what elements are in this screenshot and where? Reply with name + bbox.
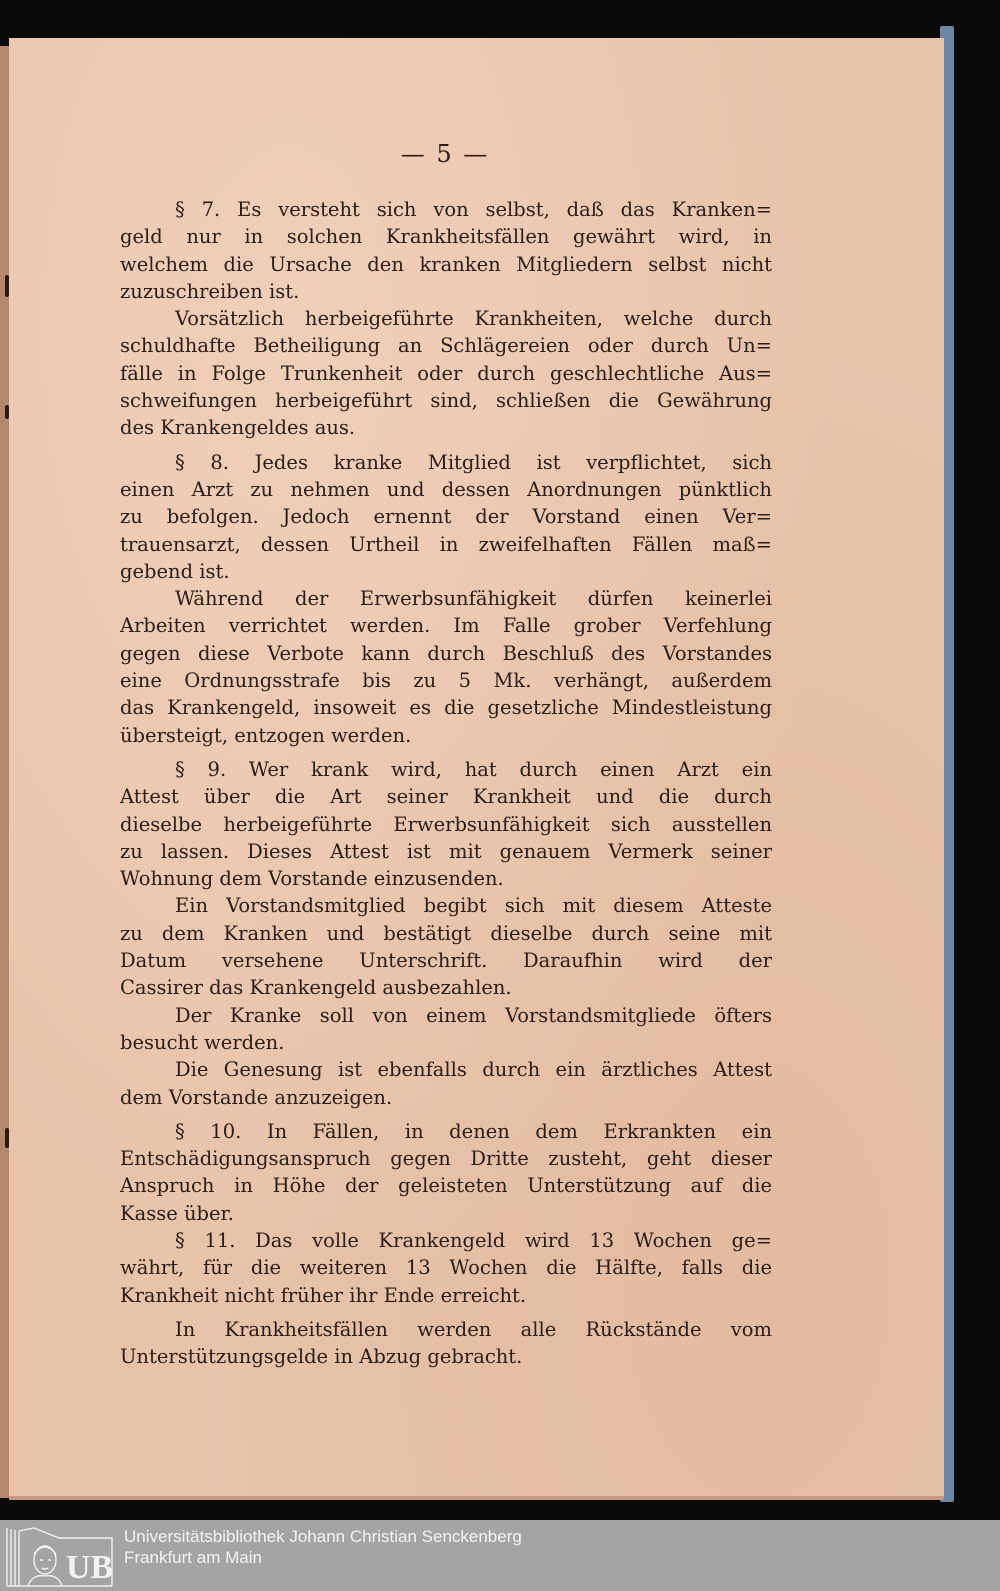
- text-line: einen Arzt zu nehmen und dessen Anordnungen pünktlich: [120, 477, 772, 501]
- text-line: des Krankengeldes aus.: [120, 416, 356, 440]
- text-line: Kasse über.: [120, 1201, 234, 1225]
- text-line: Anspruch in Höhe der geleisteten Unterstützung auf die: [120, 1174, 772, 1198]
- text-line: Während der Erwerbsunfähigkeit dürfen keinerlei: [175, 587, 772, 611]
- text-line: Vorsätzlich herbeigeführte Krankheiten, welche durch: [175, 307, 772, 331]
- institution-line-2: Frankfurt am Main: [124, 1548, 262, 1567]
- text-line: § 7. Es versteht sich von selbst, daß das Kranken=: [175, 198, 772, 221]
- binding-hole: [5, 405, 9, 419]
- text-line: Der Kranke soll von einem Vorstandsmitgliede öfters: [175, 1003, 772, 1027]
- paragraph-gap: [120, 442, 772, 449]
- text-line: § 11. Das volle Krankengeld wird 13 Wochen ge=: [175, 1228, 772, 1252]
- text-line: Wohnung dem Vorstande einzusenden.: [120, 867, 504, 891]
- text-line: zuzuschreiben ist.: [120, 279, 300, 303]
- text-line: § 9. Wer krank wird, hat durch einen Arzt ein: [175, 757, 772, 781]
- text-line: Unterstützungsgelde in Abzug gebracht.: [120, 1345, 523, 1369]
- text-line: Entschädigungsanspruch gegen Dritte zusteht, geht dieser: [120, 1147, 772, 1171]
- text-line: schuldhafte Betheiligung an Schlägereien oder durch Un=: [120, 334, 772, 358]
- text-line: zu lassen. Dieses Attest ist mit genauem Vermerk seiner: [120, 839, 772, 863]
- text-line: übersteigt, entzogen werden.: [120, 723, 412, 747]
- text-line: zu befolgen. Jedoch ernennt der Vorstand einen Ver=: [120, 505, 772, 529]
- text-line: dieselbe herbeigeführte Erwerbsunfähigkeit sich ausstellen: [120, 812, 772, 836]
- text-line: währt, für die weiteren 13 Wochen die Hälfte, falls die: [120, 1256, 772, 1280]
- text-line: Ein Vorstandsmitglied begibt sich mit diesem Atteste: [175, 894, 772, 918]
- text-line: das Krankengeld, insoweit es die gesetzliche Mindestleistung: [120, 696, 772, 720]
- text-line: Arbeiten verrichtet werden. Im Falle grober Verfehlung: [120, 614, 772, 638]
- text-line: eine Ordnungsstrafe bis zu 5 Mk. verhängt, außerdem: [120, 669, 772, 693]
- institution-line-1: Universitätsbibliothek Johann Christian Senckenberg: [124, 1527, 522, 1546]
- text-line: welchem die Ursache den kranken Mitgliedern selbst nicht: [120, 252, 772, 276]
- paragraph-gap: [120, 749, 772, 756]
- page-number: — 5 —: [400, 140, 490, 168]
- text-line: Krankheit nicht früher ihr Ende erreicht.: [120, 1283, 527, 1307]
- text-line: zu dem Kranken und bestätigt dieselbe durch seine mit: [120, 921, 772, 945]
- text-line: Datum versehene Unterschrift. Daraufhin wird der: [120, 949, 772, 973]
- text-line: schweifungen herbeigeführt sind, schließen die Gewährung: [120, 389, 772, 413]
- ub-logo-icon: [4, 1524, 116, 1588]
- text-line: Cassirer das Krankengeld ausbezahlen.: [120, 976, 512, 1000]
- page-bottom-edge: [9, 1496, 944, 1500]
- text-line: gegen diese Verbote kann durch Beschluß des Vorstandes: [120, 641, 772, 665]
- text-line: geld nur in solchen Krankheitsfällen gewährt wird, in: [120, 225, 772, 249]
- text-line: trauensarzt, dessen Urtheil in zweifelhaften Fällen maß=: [120, 532, 772, 556]
- text-line: fälle in Folge Trunkenheit oder durch geschlechtliche Aus=: [120, 361, 772, 385]
- text-line: Die Genesung ist ebenfalls durch ein ärztliches Attest: [175, 1058, 772, 1082]
- binding-hole: [5, 275, 9, 297]
- text-line: dem Vorstande anzuzeigen.: [120, 1085, 393, 1109]
- text-line: Attest über die Art seiner Krankheit und die durch: [120, 785, 772, 809]
- library-footer: [0, 1520, 1000, 1591]
- paragraph-gap: [120, 1309, 772, 1316]
- text-line: § 10. In Fällen, in denen dem Erkrankten ein: [175, 1119, 772, 1143]
- binding-hole: [5, 1128, 9, 1148]
- text-line: besucht werden.: [120, 1030, 285, 1054]
- text-line: § 8. Jedes kranke Mitglied ist verpflichtet, sich: [175, 450, 772, 474]
- ub-logo-text: UB: [66, 1549, 114, 1586]
- paragraph-gap: [120, 1111, 772, 1118]
- text-line: gebend ist.: [120, 559, 230, 583]
- institution-name: [124, 1526, 522, 1568]
- document-body: [120, 196, 772, 1370]
- text-line: In Krankheitsfällen werden alle Rückstände vom: [175, 1317, 772, 1341]
